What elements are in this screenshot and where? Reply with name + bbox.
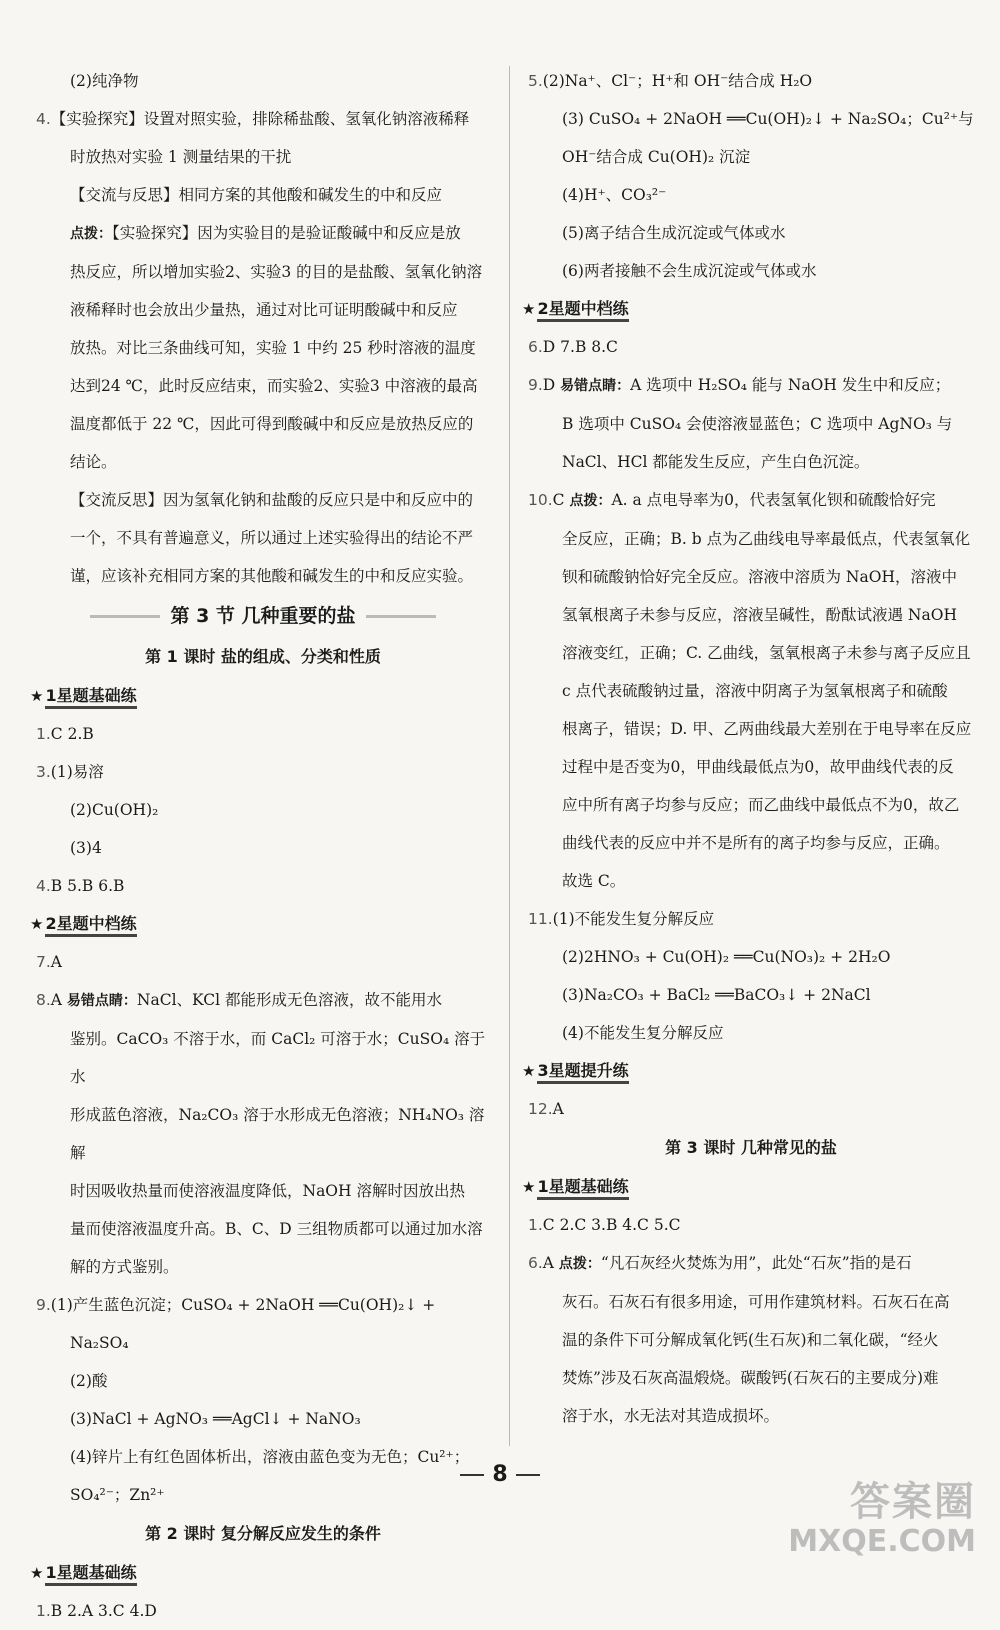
answer: A	[552, 1100, 564, 1118]
answer: (3)4	[70, 839, 102, 857]
section-title: 第 3 节 几种重要的盐	[36, 595, 490, 637]
page-number: 8	[0, 1462, 1000, 1487]
text-line: SO₄²⁻；Zn²⁺	[70, 1486, 165, 1504]
text-line: 根离子，错误；D. 甲、乙两曲线最大差别在于电导率在反应	[562, 720, 972, 738]
question-number: 1.	[528, 1216, 543, 1234]
text-line: 温度都低于 22 ℃，因此可得到酸碱中和反应是放热反应的	[70, 415, 474, 433]
question-number: 10.	[528, 491, 553, 509]
answer: (2)Cu(OH)₂	[70, 801, 159, 819]
answer: A	[542, 1254, 559, 1272]
hint-label: 点拨：	[558, 1256, 601, 1272]
question-number: 11.	[528, 910, 553, 928]
text-line: 结论。	[70, 453, 117, 471]
answer: (1)易溶	[50, 763, 104, 781]
answer: C 2.C 3.B 4.C 5.C	[542, 1216, 681, 1234]
text-line: (2)酸	[70, 1372, 108, 1390]
answer: (2)Na⁺、Cl⁻；H⁺和 OH⁻结合成 H₂O	[542, 72, 813, 90]
answer: D	[542, 376, 561, 394]
question-number: 9.	[528, 376, 543, 394]
question-number: 4.	[36, 110, 51, 128]
answer: D 7.B 8.C	[542, 338, 618, 356]
question-number: 9.	[36, 1296, 51, 1314]
star-icon: ★	[522, 1062, 536, 1080]
star-icon: ★	[30, 1564, 44, 1582]
text-line: B 选项中 CuSO₄ 会使溶液显蓝色；C 选项中 AgNO₃ 与	[562, 415, 953, 433]
star-icon: ★	[522, 1178, 536, 1196]
lesson-title: 第 2 课时 复分解反应发生的条件	[145, 1524, 381, 1543]
text-line: 谨，应该补充相同方案的其他酸和碱发生的中和反应实验。	[70, 567, 474, 585]
level-heading: ★ 2星题中档练	[30, 905, 490, 943]
text-line: (3) CuSO₄ + 2NaOH ══Cu(OH)₂↓ + Na₂SO₄；Cu²⁺与	[562, 110, 974, 128]
text-line: 过程中是否变为0，甲曲线最低点为0，故甲曲线代表的反	[562, 758, 954, 776]
question-number: 8.	[36, 991, 51, 1009]
left-column	[30, 62, 490, 1630]
question-number: 6.	[528, 1254, 543, 1272]
text-line: Na₂SO₄	[70, 1334, 129, 1352]
text-line: A 选项中 H₂SO₄ 能与 NaOH 发生中和反应；	[630, 376, 951, 394]
lesson-title: 第 3 课时 几种常见的盐	[665, 1138, 837, 1157]
text-line: (5)离子结合生成沉淀或气体或水	[562, 224, 786, 242]
text-line: 【实验探究】因为实验目的是验证酸碱中和反应是放	[112, 224, 461, 242]
text-line: 【交流反思】因为氢氧化钠和盐酸的反应只是中和反应中的	[70, 491, 474, 509]
text-line: NaCl、HCl 都能发生反应，产生白色沉淀。	[562, 453, 870, 471]
text-line: 全反应，正确；B. b 点为乙曲线电导率最低点，代表氢氧化	[562, 530, 971, 548]
text-line: (2)2HNO₃ + Cu(OH)₂ ══Cu(NO₃)₂ + 2H₂O	[562, 948, 891, 966]
answer: B 2.A 3.C 4.D	[50, 1602, 157, 1620]
text-line: (2)纯净物	[70, 72, 139, 90]
text-line: 时放热对实验 1 测量结果的干扰	[70, 148, 292, 166]
lesson-title: 第 1 课时 盐的组成、分类和性质	[145, 647, 381, 666]
level-heading: ★ 2星题中档练	[522, 290, 974, 328]
answer: (1)不能发生复分解反应	[552, 910, 715, 928]
text-line: 形成蓝色溶液，Na₂CO₃ 溶于水形成无色溶液；NH₄NO₃ 溶解	[70, 1106, 485, 1162]
star-icon: ★	[30, 687, 44, 705]
text-line: A. a 点电导率为0，代表氢氧化钡和硫酸恰好完	[611, 491, 936, 509]
text-line: 焚炼”涉及石灰高温煅烧。碳酸钙(石灰石的主要成分)难	[562, 1369, 939, 1387]
answer: C 2.B	[50, 725, 94, 743]
text-line: 【实验探究】设置对照实验，排除稀盐酸、氢氧化钠溶液稀释	[50, 110, 470, 128]
level-heading: ★ 3星题提升练	[522, 1052, 974, 1090]
hint-label: 易错点睛：	[560, 378, 631, 394]
text-line: NaCl、KCl 都能形成无色溶液，故不能用水	[136, 991, 442, 1009]
text-line: 一个，不具有普遍意义，所以通过上述实验得出的结论不严	[70, 529, 474, 547]
hint-label: 易错点睛：	[66, 993, 137, 1009]
text-line: 放热。对比三条曲线可知，实验 1 中约 25 秒时溶液的温度	[70, 339, 476, 357]
text-line: (4)锌片上有红色固体析出，溶液由蓝色变为无色；Cu²⁺；	[70, 1448, 470, 1466]
text-line: 鉴别。CaCO₃ 不溶于水，而 CaCl₂ 可溶于水；CuSO₄ 溶于水	[70, 1030, 486, 1086]
text-line: 【交流与反思】相同方案的其他酸和碱发生的中和反应	[70, 186, 443, 204]
text-line: 热反应，所以增加实验2、实验3 的目的是盐酸、氢氧化钠溶	[70, 263, 483, 281]
text-line: 溶于水，水无法对其造成损坏。	[562, 1407, 780, 1425]
text-line: 达到24 ℃，此时反应结束，而实验2、实验3 中溶液的最高	[70, 377, 478, 395]
answer: C	[552, 491, 570, 509]
question-number: 4.	[36, 877, 51, 895]
text-line: 量而使溶液温度升高。B、C、D 三组物质都可以通过加水溶	[70, 1220, 483, 1238]
answer: A	[50, 953, 62, 971]
text-line: OH⁻结合成 Cu(OH)₂ 沉淀	[562, 148, 751, 166]
watermark-url: MXQE.COM	[788, 1524, 976, 1559]
watermark-logo: 答案圈	[850, 1479, 976, 1525]
watermark	[788, 1470, 976, 1557]
answer: (1)产生蓝色沉淀；CuSO₄ + 2NaOH ══Cu(OH)₂↓ +	[50, 1296, 436, 1314]
text-line: (6)两者接触不会生成沉淀或气体或水	[562, 262, 817, 280]
level-heading: ★ 1星题基础练	[30, 1554, 490, 1592]
question-number: 7.	[36, 953, 51, 971]
text-line: 氢氧根离子未参与反应，溶液呈碱性，酚酞试液遇 NaOH	[562, 606, 957, 624]
level-heading: ★ 1星题基础练	[30, 677, 490, 715]
text-line: 液稀释时也会放出少量热，通过对比可证明酸碱中和反应	[70, 301, 458, 319]
text-line: 钡和硫酸钠恰好完全反应。溶液中溶质为 NaOH，溶液中	[562, 568, 957, 586]
text-line: 解的方式鉴别。	[70, 1258, 179, 1276]
question-number: 5.	[528, 72, 543, 90]
level-heading: ★ 1星题基础练	[522, 1168, 974, 1206]
star-icon: ★	[522, 300, 536, 318]
column-divider	[509, 66, 510, 1446]
text-line: 灰石。石灰石有很多用途，可用作建筑材料。石灰石在高	[562, 1293, 950, 1311]
question-number: 3.	[36, 763, 51, 781]
text-line: (3)Na₂CO₃ + BaCl₂ ══BaCO₃↓ + 2NaCl	[562, 986, 871, 1004]
hint-label: 点拨：	[569, 493, 612, 509]
text-line: c 点代表硫酸钠过量，溶液中阴离子为氢氧根离子和硫酸	[562, 682, 948, 700]
question-number: 6.	[528, 338, 543, 356]
question-number: 12.	[528, 1100, 553, 1118]
hint-label: 点拨：	[70, 226, 112, 242]
star-icon: ★	[30, 915, 44, 933]
question-number: 1.	[36, 1602, 51, 1620]
answer: B 5.B 6.B	[50, 877, 125, 895]
text-line: (3)NaCl + AgNO₃ ══AgCl↓ + NaNO₃	[70, 1410, 361, 1428]
text-line: 应中所有离子均参与反应；而乙曲线中最低点不为0，故乙	[562, 796, 960, 814]
answer: A	[50, 991, 67, 1009]
text-line: “凡石灰经火焚炼为用”，此处“石灰”指的是石	[600, 1254, 912, 1272]
text-line: 故选 C。	[562, 872, 626, 890]
right-column	[522, 62, 974, 1435]
text-line: (4)不能发生复分解反应	[562, 1024, 724, 1042]
text-line: 曲线代表的反应中并不是所有的离子均参与反应，正确。	[562, 834, 950, 852]
text-line: 温的条件下可分解成氧化钙(生石灰)和二氧化碳，“经火	[562, 1331, 939, 1349]
question-number: 1.	[36, 725, 51, 743]
text-line: 溶液变红，正确；C. 乙曲线，氢氧根离子未参与离子反应且	[562, 644, 971, 662]
text-line: 时因吸收热量而使溶液温度降低，NaOH 溶解时因放出热	[70, 1182, 465, 1200]
text-line: (4)H⁺、CO₃²⁻	[562, 186, 667, 204]
